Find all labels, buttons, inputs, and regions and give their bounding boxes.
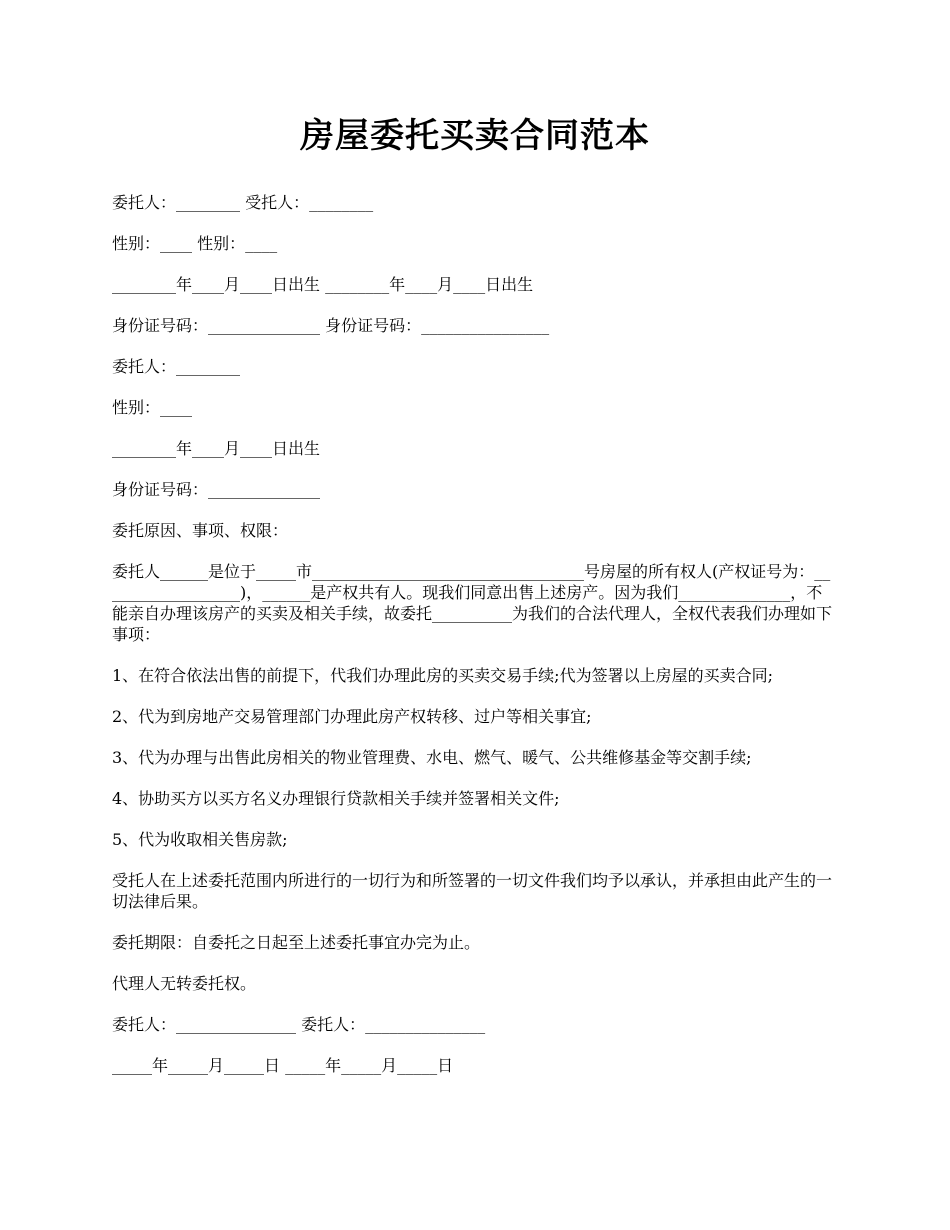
item-5: 5、代为收取相关售房款; (112, 830, 288, 849)
item-3: 3、代为办理与出售此房相关的物业管理费、水电、燃气、暖气、公共维修基金等交割手续; (112, 748, 752, 767)
delegation-heading: 委托原因、事项、权限： (112, 521, 289, 540)
birthdate-line: ________年____月____日出生 ________年____月____日出生 (112, 275, 534, 294)
second-gender-line: 性别：____ (112, 398, 193, 417)
gender-line: 性别：____ 性别：____ (112, 234, 278, 253)
acknowledgement-paragraph: 受托人在上述委托范围内所进行的一切行为和所签署的一切文件我们均予以承认，并承担由此产生的一切法律后果。 (112, 871, 833, 911)
principal-agent-line: 委托人：________ 受托人：________ (112, 193, 374, 212)
second-birthdate-line: ________年____月____日出生 (112, 439, 321, 458)
id-number-line: 身份证号码：______________ 身份证号码：________________ (112, 316, 550, 335)
item-1: 1、在符合依法出售的前提下，代我们办理此房的买卖交易手续;代为签署以上房屋的买卖合同; (112, 666, 773, 685)
date-line: _____年_____月_____日 _____年_____月_____日 (112, 1056, 454, 1075)
no-subdelegation-paragraph: 代理人无转委托权。 (112, 974, 257, 993)
item-2: 2、代为到房地产交易管理部门办理此房产权转移、过户等相关事宜; (112, 707, 592, 726)
signature-line: 委托人：_______________ 委托人：_______________ (112, 1015, 486, 1034)
delegation-body: 委托人______是位于_____市__________________________________号房屋的所有权人(产权证号为：__________________)，______是产权共有人。现我们同意出售上述房产。因为我们______________，不能亲自办理该房产的买卖及相关手续，故委托__________为我们的合法代理人，全权代表我们办理如下事项： (112, 562, 833, 644)
second-principal-line: 委托人：________ (112, 357, 241, 376)
term-paragraph: 委托期限：自委托之日起至上述委托事宜办完为止。 (112, 933, 481, 952)
item-4: 4、协助买方以买方名义办理银行贷款相关手续并签署相关文件; (112, 789, 560, 808)
document-title: 房屋委托买卖合同范本 (300, 116, 650, 156)
second-id-number-line: 身份证号码：______________ (112, 480, 321, 499)
